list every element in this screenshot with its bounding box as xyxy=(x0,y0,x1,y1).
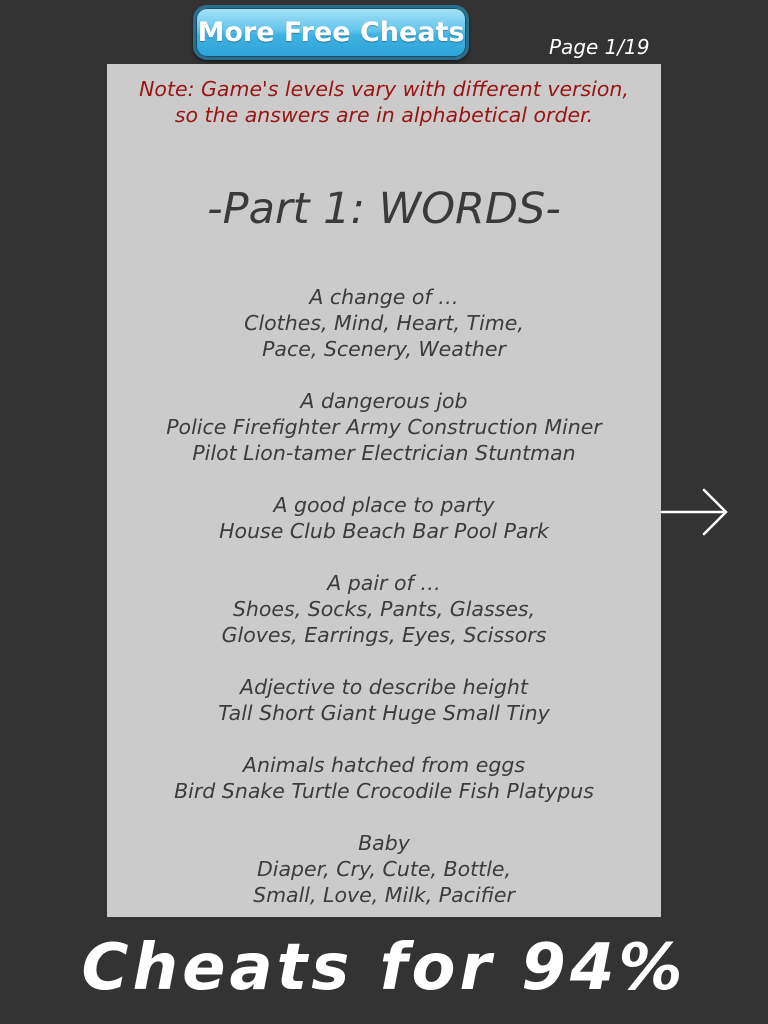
part-title: -Part 1: WORDS- xyxy=(207,184,561,234)
cheat-answers: Tall Short Giant Huge Small Tiny xyxy=(218,701,550,725)
cheat-entry xyxy=(107,492,661,544)
cheat-answers: Pace, Scenery, Weather xyxy=(262,337,506,361)
next-page-button[interactable] xyxy=(660,487,730,537)
cheat-content-panel xyxy=(107,64,661,917)
cheat-list xyxy=(107,284,661,917)
cheat-category: A dangerous job xyxy=(300,389,468,413)
cheat-answers: Gloves, Earrings, Eyes, Scissors xyxy=(221,623,547,647)
cheat-answers: Shoes, Socks, Pants, Glasses, xyxy=(232,597,536,621)
cheat-entry xyxy=(107,752,661,804)
cheat-category: Baby xyxy=(358,831,410,855)
cheat-answers: Small, Love, Milk, Pacifier xyxy=(253,883,515,907)
cheat-category: Adjective to describe height xyxy=(240,675,528,699)
more-free-cheats-button[interactable]: More Free Cheats xyxy=(193,5,469,60)
version-note-line: Note: Game's levels vary with different version, xyxy=(139,77,629,101)
cheat-answers: House Club Beach Bar Pool Park xyxy=(219,519,549,543)
arrow-right-icon xyxy=(660,487,730,537)
cheat-answers: Police Firefighter Army Construction Miner xyxy=(166,415,602,439)
cheat-category: A change of … xyxy=(309,285,459,309)
cheat-entry xyxy=(107,570,661,648)
page-indicator: Page 1/19 xyxy=(549,35,650,59)
cheat-entry xyxy=(107,388,661,466)
cheat-category: A pair of … xyxy=(327,571,441,595)
cheat-entry xyxy=(107,284,661,362)
version-note-line: so the answers are in alphabetical order. xyxy=(174,103,594,127)
cheat-answers: Diaper, Cry, Cute, Bottle, xyxy=(256,857,512,881)
cheat-answers: Clothes, Mind, Heart, Time, xyxy=(244,311,524,335)
version-note xyxy=(107,76,661,128)
cheat-entry xyxy=(107,830,661,908)
footer-title: Cheats for 94% xyxy=(81,931,687,1005)
cheat-answers: Pilot Lion-tamer Electrician Stuntman xyxy=(192,441,576,465)
cheat-category: A good place to party xyxy=(273,493,495,517)
cheat-answers: Bird Snake Turtle Crocodile Fish Platypus xyxy=(174,779,594,803)
cheat-category: Animals hatched from eggs xyxy=(242,753,526,777)
cheat-entry xyxy=(107,674,661,726)
